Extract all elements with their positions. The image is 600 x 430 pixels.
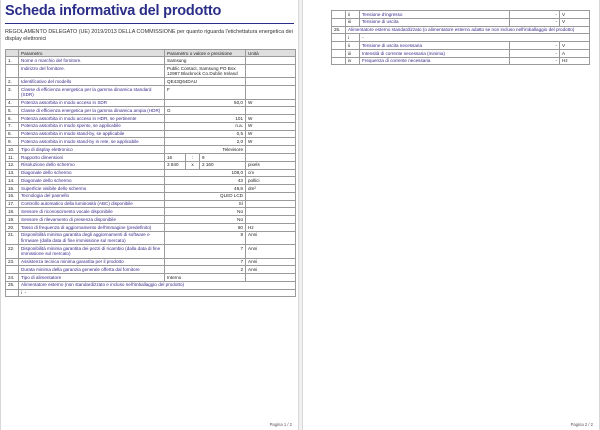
- table-row: iii Tensione di uscita - V: [332, 18, 590, 26]
- title-divider: [5, 23, 294, 24]
- table-row: 16. Tecnologia del pannello QLED LCD: [6, 192, 296, 200]
- table-row: 19. Sensore di rilevamento di presenza disponibile No: [6, 216, 296, 224]
- table-row: 22. Disponibilità minima garantita dei pezzi di ricambio (dalla data di fine immissione sul mercato) 7 Anni: [6, 245, 296, 258]
- table-header-row: [6, 50, 296, 57]
- table-row: 7. Potenza assorbita in modo spento, se applicabile n.a. W: [6, 122, 296, 130]
- table-row: 20. Tasso di frequenza di aggiornamento dell'immagine (predefinito) 60 Hz: [6, 224, 296, 232]
- table-row: iv Frequenza di corrente necessaria - Hz: [332, 57, 590, 65]
- table-row: 9. Potenza assorbita in modo stand-by in rete, se applicabile 2,0 W: [6, 138, 296, 146]
- table-row: 13. Diagonale dello schermo 108,0 cm: [6, 169, 296, 177]
- page-2: [302, 0, 600, 430]
- table-row: ii Tensione d'ingresso - V: [332, 11, 590, 19]
- table-row: 11. Rapporto dimensioni 16 : 9: [6, 153, 296, 161]
- table-row: 2. Identificativo del modello QE43Q64DAU: [6, 78, 296, 86]
- table-row: 17. Controllo automatico della luminosità (ABC) disponibile Sì: [6, 200, 296, 208]
- header-unit: Unità: [246, 50, 296, 57]
- header-param: Parametro: [19, 50, 165, 57]
- product-info-table-continued: [331, 10, 590, 65]
- table-row: 14. Diagonale dello schermo 43 pollici: [6, 177, 296, 185]
- table-row: 4. Potenza assorbita in modo acceso in SDR 50,0 W: [6, 99, 296, 107]
- table-row: i -: [332, 34, 590, 42]
- regulation-subtitle: REGOLAMENTO DELEGATO (UE) 2019/2013 DELLA COMMISSIONE per quanto riguarda l'etichettatura energetica dei display elettronici: [5, 29, 293, 42]
- table-row: 6. Potenza assorbita in modo acceso in HDR, se pertinente 101 W: [6, 115, 296, 123]
- table-row: 8. Potenza assorbita in modo stand-by, se applicabile 0,5 W: [6, 130, 296, 138]
- document-title: Scheda informativa del prodotto: [5, 3, 222, 19]
- table-row: 3. Classe di efficienza energetica per la gamma dinamica standard (SDR) F: [6, 86, 296, 99]
- page-number: Pagina 1 / 2: [269, 422, 292, 427]
- header-value: Parametro o valore e precisione: [165, 50, 246, 57]
- table-row: Indirizzo del fornitore. Public Contact, Samsung PO Box 12987 Blackrock Co.Dublin Ireland: [6, 64, 296, 77]
- table-row: Durata minima della garanzia generale offerta dal fornitore 2 Anni: [6, 266, 296, 274]
- table-row: 21. Disponibilità minima garantita degli aggiornamenti di software e firmware (dalla data di fine immissione sul mercato) 8 Anni: [6, 231, 296, 244]
- table-row: 25. Alimentatore esterno (non standardizzato e incluso nell'imballaggio del prodotto): [6, 281, 296, 289]
- table-row: 5. Classe di efficienza energetica per la gamma dinamica ampia (HDR) G: [6, 107, 296, 115]
- table-row: 10. Tipo di display elettronico Televisore: [6, 146, 296, 154]
- table-row: 18. Sensore di riconoscimento vocale disponibile No: [6, 208, 296, 216]
- table-row: 26. Alimentatore esterno standardizzato (o alimentatore esterno adatto se non incluso nell'imballaggio del prodotto): [332, 26, 590, 34]
- table-row: 12. Risoluzione dello schermo 3 840 x 2 160 pixels: [6, 161, 296, 169]
- table-row: 24. Tipo di alimentatore Interno: [6, 274, 296, 282]
- table-row: 15. Superficie visibile dello schermo 49,8 dm²: [6, 185, 296, 193]
- product-info-table: [5, 49, 296, 297]
- table-row: i -: [6, 289, 296, 297]
- page-number: Pagina 2 / 2: [570, 422, 593, 427]
- page-1: [0, 0, 299, 430]
- table-row: 23. Assistenza tecnica minima garantita per il prodotto 7 Anni: [6, 258, 296, 266]
- table-row: ii Tensione di uscita necessaria - V: [332, 42, 590, 50]
- table-row: 1. Nome o marchio del fornitore. Samsung: [6, 57, 296, 65]
- table-row: iii Intensità di corrente necessaria (minima) - A: [332, 49, 590, 57]
